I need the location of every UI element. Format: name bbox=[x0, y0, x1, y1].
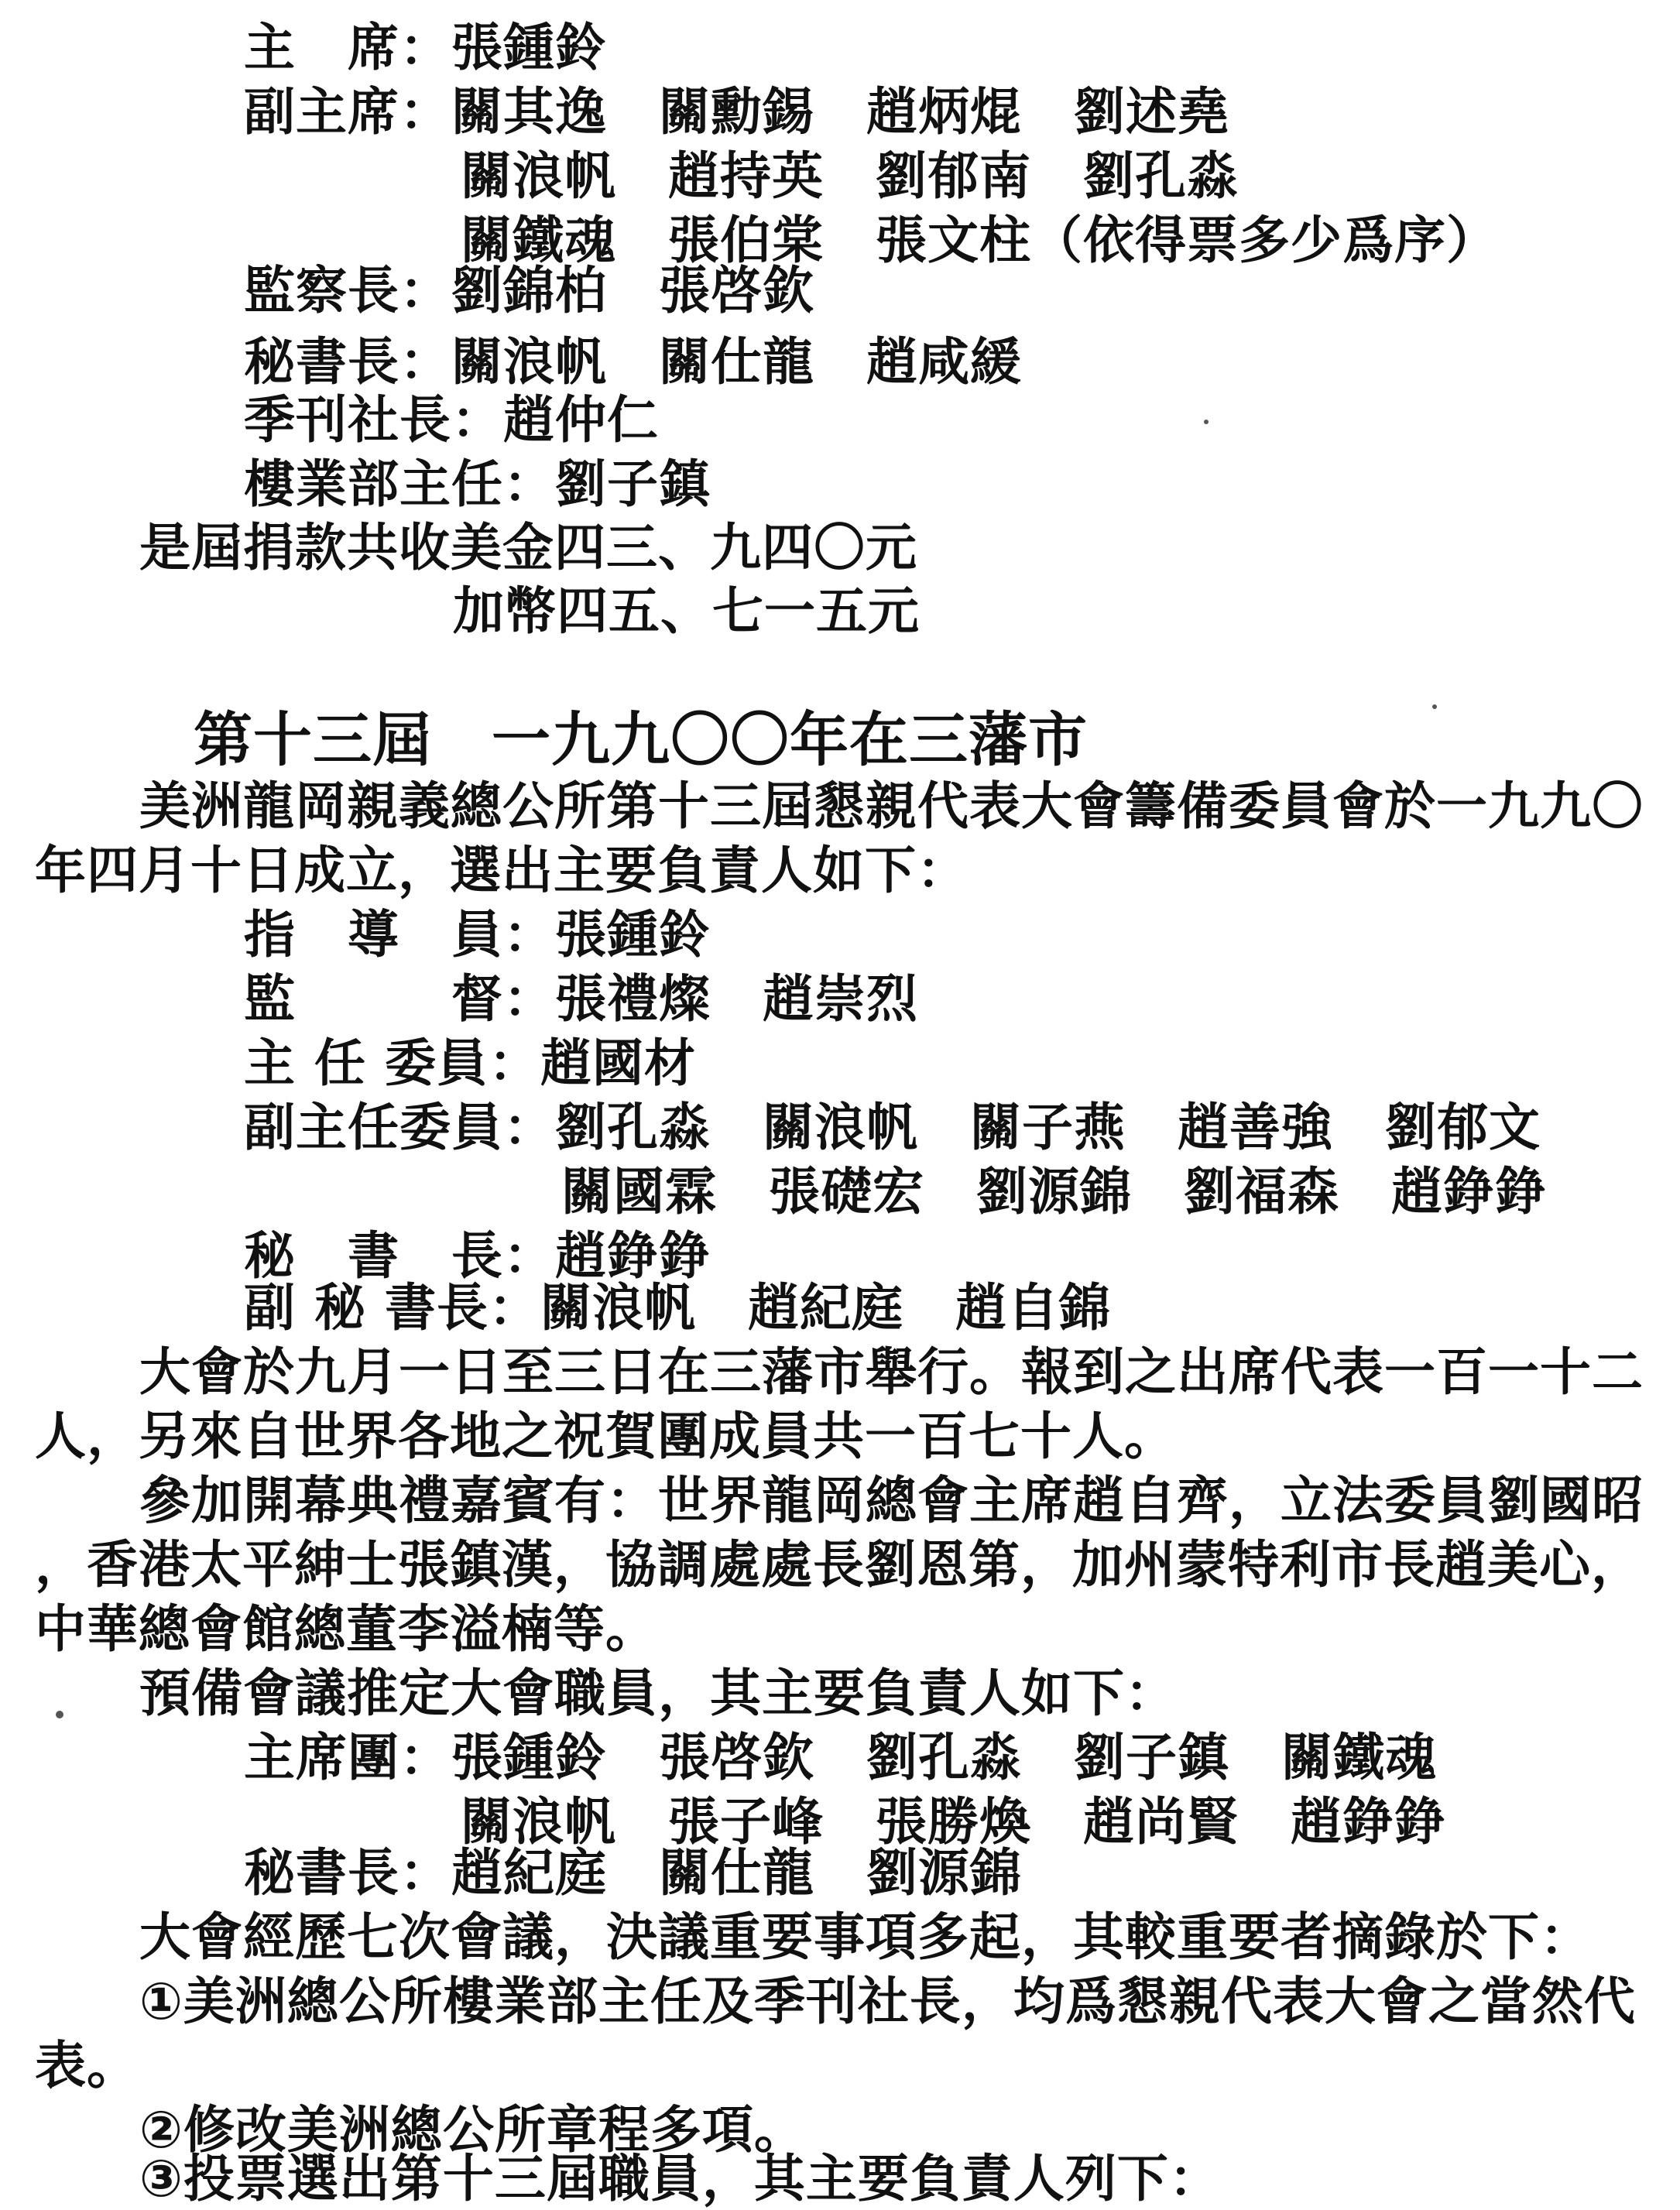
vice-director-line-2: 關國霖 張礎宏 劉源錦 劉福森 趙錚錚 bbox=[561, 1162, 1547, 1221]
item1-line-1: ①美洲總公所樓業部主任及季刊社長，均爲懇親代表大會之當然代 bbox=[139, 1972, 1636, 2031]
presidium-line-2: 關浪帆 張子峰 張勝煥 趙尚賢 趙錚錚 bbox=[461, 1792, 1446, 1852]
superintendent-line: 監 督：張禮燦 趙崇烈 bbox=[244, 969, 918, 1029]
guests-line-1: 參加開幕典禮嘉賓有：世界龍岡總會主席趙自齊，立法委員劉國昭 bbox=[139, 1471, 1644, 1530]
donation-usd-line: 是屆捐款共收美金四三、九四〇元 bbox=[139, 518, 917, 577]
section-heading: 第十三屆 一九九〇〇年在三藩市 bbox=[194, 705, 1088, 774]
advisor-line: 指 導 員：張鍾鈴 bbox=[244, 905, 711, 965]
meeting-line-1: 大會於九月一日至三日在三藩市舉行。報到之出席代表一百一十二 bbox=[139, 1342, 1644, 1402]
guests-line-2: ，香港太平紳士張鎮漢，協調處處長劉恩第，加州蒙特利市長趙美心， bbox=[35, 1535, 1643, 1595]
vice-chair-line-3: 關鐵魂 張伯棠 張文柱（依得票多少爲序） bbox=[461, 211, 1498, 270]
supervisor-line: 監察長：劉錦柏 張啓欽 bbox=[244, 261, 814, 320]
sec-general-line: 秘 書 長：趙錚錚 bbox=[244, 1226, 711, 1286]
guests-line-3: 中華總會館總董李溢楠等。 bbox=[35, 1599, 657, 1659]
vice-chair-line-2: 關浪帆 趙持英 劉郁南 劉孔淼 bbox=[461, 146, 1239, 206]
donation-cad-line: 加幣四五、七一五元 bbox=[453, 581, 920, 641]
prep-line: 預備會議推定大會職員，其主要負責人如下： bbox=[139, 1663, 1177, 1723]
intro-line-2: 年四月十日成立，選出主要負責人如下： bbox=[35, 841, 969, 900]
intro-line-1: 美洲龍岡親義總公所第十三屆懇親代表大會籌備委員會於一九九〇 bbox=[139, 776, 1644, 836]
scan-speck bbox=[1432, 704, 1437, 709]
vice-sec-line: 副 秘 書長：關浪帆 趙紀庭 趙自錦 bbox=[244, 1278, 1111, 1338]
item3-line: ③投票選出第十三屆職員，其主要負責人列下： bbox=[139, 2149, 1221, 2208]
vice-director-line-1: 副主任委員：劉孔淼 關浪帆 關子燕 趙善強 劉郁文 bbox=[244, 1098, 1541, 1157]
vice-chair-line-1: 副主席：關其逸 關勳錫 趙炳焜 劉述堯 bbox=[244, 82, 1229, 142]
item1-line-2: 表。 bbox=[35, 2036, 139, 2095]
presidium-line-1: 主席團：張鍾鈴 張啓欽 劉孔淼 劉子鎮 關鐵魂 bbox=[244, 1728, 1437, 1787]
scan-speck bbox=[1204, 420, 1209, 424]
director-line: 主 任 委員：趙國材 bbox=[244, 1033, 696, 1093]
quarterly-line: 季刊社長：趙仲仁 bbox=[244, 390, 659, 450]
meeting-sec-line: 秘書長：趙紀庭 關仕龍 劉源錦 bbox=[244, 1843, 1022, 1903]
building-line: 樓業部主任：劉子鎮 bbox=[244, 454, 711, 514]
chair-line: 主 席：張鍾鈴 bbox=[244, 18, 607, 77]
secretary-line: 秘書長：關浪帆 關仕龍 趙咸緩 bbox=[244, 332, 1022, 392]
item2-line: ②修改美洲總公所章程多項。 bbox=[139, 2100, 806, 2160]
resolutions-line: 大會經歷七次會議，決議重要事項多起，其較重要者摘錄於下： bbox=[139, 1907, 1592, 1967]
meeting-line-2: 人，另來自世界各地之祝賀團成員共一百七十人。 bbox=[35, 1407, 1176, 1466]
scan-speck bbox=[56, 1711, 63, 1718]
